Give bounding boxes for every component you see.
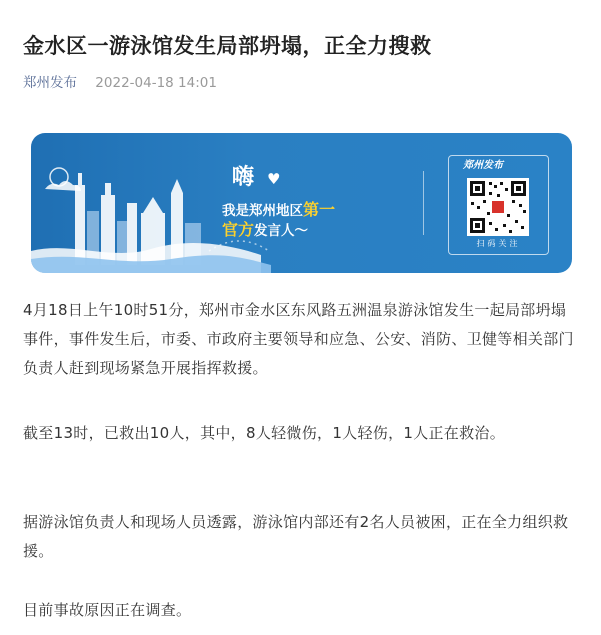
article-paragraph: 4月18日上午10时51分，郑州市金水区东风路五洲温泉游泳馆发生一起局部坍塌事件，事件发生后，市委、市政府主要领导和应急、公安、消防、卫健等相关部门负责人赶到现场紧急开展指挥救援。 <box>23 301 574 377</box>
slogan-accent-official: 官方 <box>222 220 255 239</box>
heart-icon: ♥ <box>267 170 281 188</box>
author-link[interactable]: 郑州发布 <box>23 75 77 91</box>
banner-divider <box>423 171 424 235</box>
publish-date: 2022-04-18 14:01 <box>95 75 217 91</box>
slogan-suffix: 发言人～ <box>254 223 309 239</box>
banner-greeting: 嗨 <box>232 165 255 190</box>
qr-code-icon <box>467 178 529 236</box>
article-paragraph: 截至13时，已救出10人，其中，8人轻微伤，1人轻伤，1人正在救治。 <box>23 424 506 442</box>
banner-image <box>31 133 572 273</box>
qr-caption: 扫码关注 <box>476 239 521 248</box>
article-paragraph: 目前事故原因正在调查。 <box>23 601 192 619</box>
article-paragraph: 据游泳馆负责人和现场人员透露，游泳馆内部还有2名人员被困，正在全力组织救援。 <box>23 513 569 560</box>
article-meta <box>23 73 217 93</box>
qr-card <box>448 155 549 255</box>
banner-slogan-line1 <box>222 201 335 220</box>
slogan-accent-first: 第一 <box>303 200 336 219</box>
banner-slogan-line2 <box>222 220 308 241</box>
qr-brand-logo: 郑州发布 <box>463 160 503 171</box>
slogan-prefix: 我是郑州地区 <box>222 203 303 219</box>
article-title: 金水区一游泳馆发生局部坍塌，正全力搜救 <box>23 34 432 58</box>
